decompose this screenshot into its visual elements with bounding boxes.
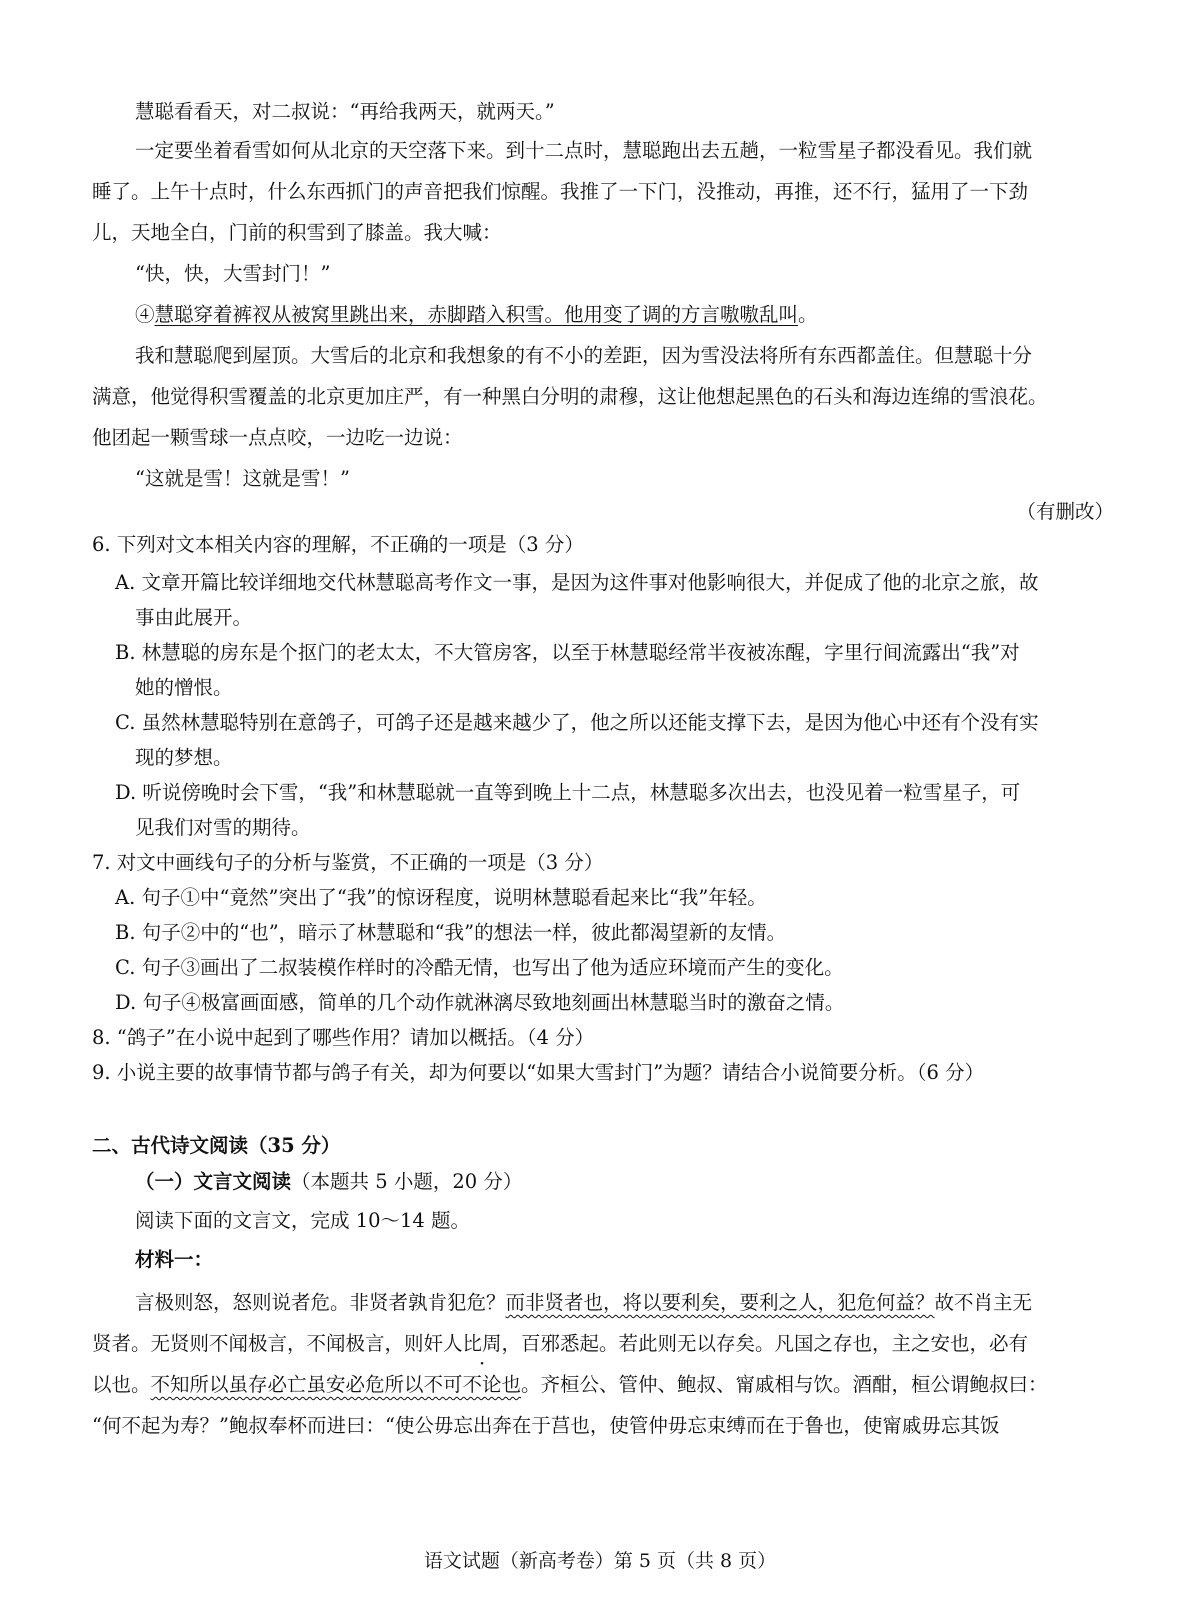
passage-quote: “这就是雪！这就是雪！” <box>135 467 350 490</box>
question-6-stem: 6. 下列对文本相关内容的理解，不正确的一项是（3 分） <box>92 533 584 556</box>
q7-option-d: D. 句子④极富画面感，简单的几个动作就淋漓尽致地刻画出林慧聪当时的激奋之情。 <box>115 991 845 1014</box>
page-footer: 语文试题（新高考卷）第 5 页（共 8 页） <box>423 1550 777 1572</box>
subsection-title: （一）文言文阅读（本题共 5 小题，20 分） <box>135 1170 523 1193</box>
passage-quote: “快，快，大雪封门！” <box>135 262 331 285</box>
wavy-underlined-sentence: 不知所以虽存必亡虽安必危所以不可不论也 <box>150 1373 522 1396</box>
instruction: 阅读下面的文言文，完成 10～14 题。 <box>135 1209 471 1232</box>
classical-text-line: “何不起为寿？”鲍叔奉杯而进曰：“使公毋忘出奔在于莒也，使管仲毋忘束缚而在于鲁也，使甯戚毋忘其饭 <box>92 1414 1000 1437</box>
classical-text-line: 以也。不知所以虽存必亡虽安必危所以不可不论也。齐桓公、管仲、鲍叔、甯戚相与饮。酒酣，桓公谓鲍叔曰： <box>92 1373 1048 1396</box>
q6-option-d: D. 听说傍晚时会下雪，“我”和林慧聪就一直等到晚上十二点，林慧聪多次出去，也没见着一粒雪星子，可 <box>115 781 1021 804</box>
q6-option-d-cont: 见我们对雪的期待。 <box>135 816 311 839</box>
passage-paragraph: 一定要坐着看雪如何从北京的天空落下来。到十二点时，慧聪跑出去五趟，一粒雪星子都没看见。我们就 <box>135 139 1033 162</box>
q7-option-c: C. 句子③画出了二叔装模作样时的冷酷无情，也写出了他为适应环境而产生的变化。 <box>115 956 844 979</box>
passage-paragraph: 慧聪看看天，对二叔说：“再给我两天，就两天。” <box>135 100 555 123</box>
q6-option-b: B. 林慧聪的房东是个抠门的老太太，不大管房客，以至于林慧聪经常半夜被冻醒，字里行间流露出“我”对 <box>115 641 1020 664</box>
q6-option-a: A. 文章开篇比较详细地交代林慧聪高考作文一事，是因为这件事对他影响很大，并促成了他的北京之旅，故 <box>115 571 1039 594</box>
material-label: 材料一： <box>135 1248 214 1271</box>
section-2-title: 二、古代诗文阅读（35 分） <box>92 1134 341 1157</box>
question-8: 8. “鸽子”在小说中起到了哪些作用？请加以概括。（4 分） <box>92 1026 595 1049</box>
passage-line: 他团起一颗雪球一点点咬，一边吃一边说： <box>92 426 463 449</box>
passage-line: 满意，他觉得积雪覆盖的北京更加庄严，有一种黑白分明的肃穆，这让他想起黑色的石头和海边连绵的雪浪花。 <box>92 385 1048 408</box>
classical-text-line: 贤者。无贤则不闻极言，不闻极言，则奸人比周，百邪悉起。若此则无以存矣。凡国之存也，主之安也，必有 <box>92 1332 1029 1355</box>
q7-option-b: B. 句子②中的“也”，暗示了林慧聪和“我”的想法一样，彼此都渴望新的友情。 <box>115 921 787 944</box>
wavy-underlined-sentence: 而非贤者也，将以要利矣，要利之人，犯危何益？ <box>505 1291 935 1314</box>
passage-line: 儿，天地全白，门前的积雪到了膝盖。我大喊： <box>92 221 502 244</box>
classical-text-line: 言极则怒，怒则说者危。非贤者孰肯犯危？而非贤者也，将以要利矣，要利之人，犯危何益？故不肖主无 <box>135 1291 1033 1314</box>
question-7-stem: 7. 对文中画线句子的分析与鉴赏，不正确的一项是（3 分） <box>92 851 604 874</box>
q6-option-c: C. 虽然林慧聪特别在意鸽子，可鸽子还是越来越少了，他之所以还能支撑下去，是因为他心中还有个没有实 <box>115 711 1039 734</box>
question-9: 9. 小说主要的故事情节都与鸽子有关，却为何要以“如果大雪封门”为题？请结合小说简要分析。（6 分） <box>92 1061 985 1084</box>
q6-option-c-cont: 现的梦想。 <box>135 746 233 769</box>
q6-option-a-cont: 事由此展开。 <box>135 606 253 629</box>
dotted-word: 比周 <box>462 1332 502 1355</box>
q6-option-b-cont: 她的憎恨。 <box>135 676 233 699</box>
edit-note: （有删改） <box>1016 500 1114 523</box>
underlined-sentence-4: ④慧聪穿着裤衩从被窝里跳出来，赤脚踏入积雪。他用变了调的方言嗷嗷乱叫。 <box>135 303 818 326</box>
q7-option-a: A. 句子①中“竟然”突出了“我”的惊讶程度，说明林慧聪看起来比“我”年轻。 <box>115 886 767 909</box>
passage-paragraph: 我和慧聪爬到屋顶。大雪后的北京和我想象的有不小的差距，因为雪没法将所有东西都盖住。但慧聪十分 <box>135 344 1033 367</box>
passage-line: 睡了。上午十点时，什么东西抓门的声音把我们惊醒。我推了一下门，没推动，再推，还不行，猛用了一下劲 <box>92 180 1029 203</box>
